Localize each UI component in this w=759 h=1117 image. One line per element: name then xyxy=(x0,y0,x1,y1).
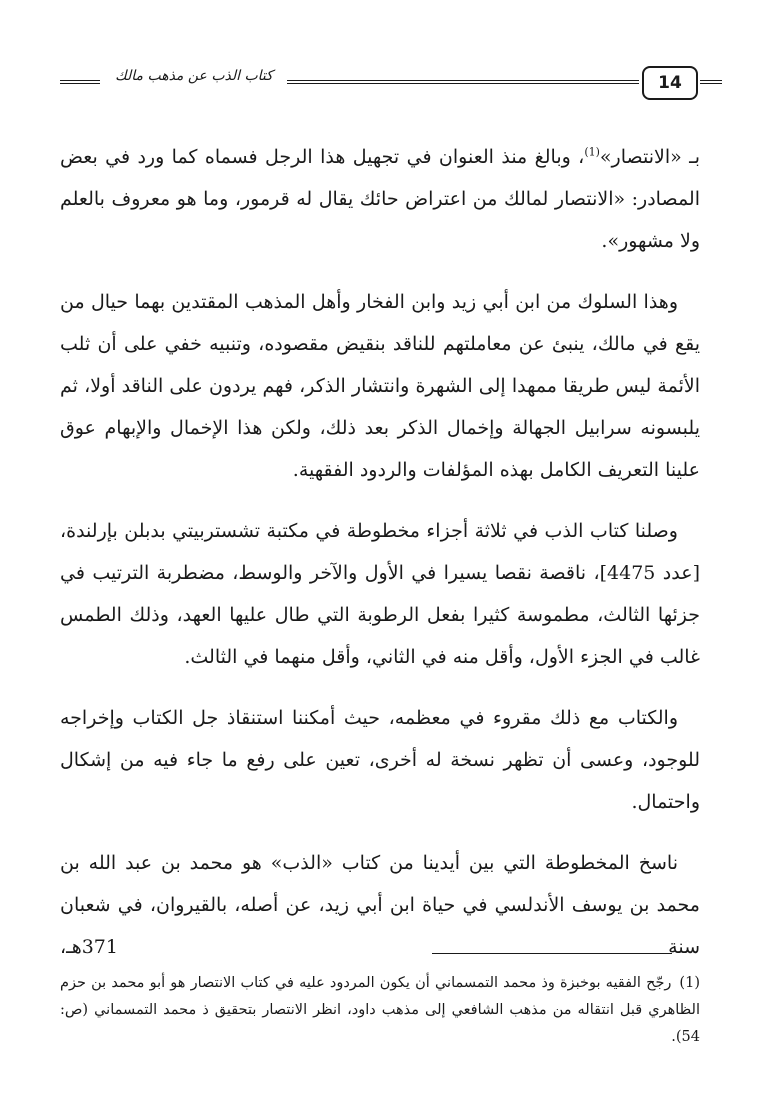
footnote-divider xyxy=(432,953,672,954)
footnote-text: رجّح الفقيه بوخبزة وذ محمد التمسماني أن يكون المردود عليه في كتاب الانتصار هو أبو محمد بن حزم الظاهري قبل انتقاله من مذهب الشافعي إلى مذهب داود، انظر الانتصار بتحقيق ذ محمد التمسماني (ص: 54). xyxy=(60,975,700,1045)
paragraph-5: ناسخ المخطوطة التي بين أيدينا من كتاب «الذب» هو محمد بن عبد الله بن محمد بن يوسف الأندلسي في حياة ابن أبي زيد، عن أصله، بالقيروان، في شعبان سنة 371هـ، xyxy=(60,852,700,958)
header-rule-center xyxy=(287,80,639,84)
page-number: 14 xyxy=(642,66,698,100)
paragraph-3: وصلنا كتاب الذب في ثلاثة أجزاء مخطوطة في مكتبة تشستربيتي بدبلن بإرلندة، [عدد 4475]، ناقصة نقصا يسيرا في الأول والآخر والوسط، مضطربة الترتيب في جزئها الثالث، مطموسة كثيرا بفعل الرطوبة التي طال عليها العهد، وذلك الطمس غالب في الجزء الأول، وأقل منه في الثاني، وأقل منهما في الثالث. xyxy=(60,520,700,668)
footnote-reference: (1) xyxy=(584,145,600,159)
header-rule-left xyxy=(60,80,100,84)
footnote-number: (1) xyxy=(679,975,700,991)
footnote xyxy=(60,970,700,1051)
paragraph-1 xyxy=(60,136,700,262)
paragraph-2: وهذا السلوك من ابن أبي زيد وابن الفخار وأهل المذهب المقتدين بهما حيال من يقع في مالك، ينبئ عن معاملتهم للناقد بنقيض مقصوده، وتنبيه خفي على أن ثلب الأئمة ليس طريقا ممهدا إلى الشهرة وانتشار الذكر، فهم يردون على الناقد أولا، ثم يلبسونه سرابيل الجهالة وإخمال الذكر بعد ذلك، ولكن هذا الإخمال والإبهام عوق علينا التعريف الكامل بهذه المؤلفات والردود الفقهية. xyxy=(60,291,700,481)
paragraph-1-start: بـ «الانتصار» xyxy=(599,146,700,168)
main-text xyxy=(60,136,700,987)
paragraph-4: والكتاب مع ذلك مقروء في معظمه، حيث أمكننا استنقاذ جل الكتاب وإخراجه للوجود، وعسى أن تظهر نسخة له أخرى، تعين على رفع ما جاء فيه من إشكال واحتمال. xyxy=(60,707,700,813)
paragraph-1-rest: ، وبالغ منذ العنوان في تجهيل هذا الرجل فسماه كما ورد في بعض المصادر: «الانتصار لمالك من اعتراض حائك يقال له قرمور، وما هو معروف بالعلم ولا مشهور». xyxy=(60,146,700,252)
running-title: كتاب الذب عن مذهب مالك xyxy=(115,68,273,84)
header-rule-right xyxy=(700,80,722,84)
page-header xyxy=(60,64,700,108)
